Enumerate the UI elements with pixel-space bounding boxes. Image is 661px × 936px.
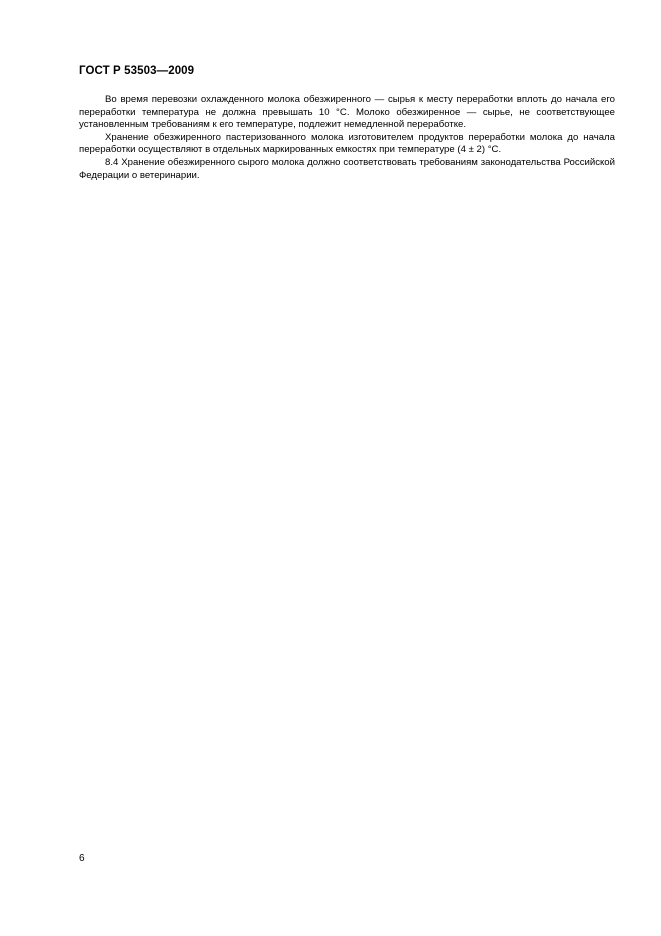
- paragraph-raw-milk-storage: 8.4 Хранение обезжиренного сырого молока должно соответствовать требованиям законодательства Российской Федерации о ветеринарии.: [79, 156, 615, 181]
- paragraph-transport-temperature: Во время перевозки охлажденного молока обезжиренного — сырья к месту переработки вплоть до начала его переработки температура не должна превышать 10 °С. Молоко обезжиренное — сырье, не соответствующее установленным требованиям к его температуре, подлежит немедленной переработке.: [79, 94, 615, 131]
- document-code-header: ГОСТ Р 53503—2009: [79, 65, 195, 77]
- paragraph-pasteurized-storage: Хранение обезжиренного пастеризованного молока изготовителем продуктов переработки молока до начала переработки осуществляют в отдельных маркированных емкостях при температуре (4 ± 2) °С.: [79, 131, 615, 156]
- document-body: [79, 94, 615, 182]
- page-number: 6: [79, 853, 85, 864]
